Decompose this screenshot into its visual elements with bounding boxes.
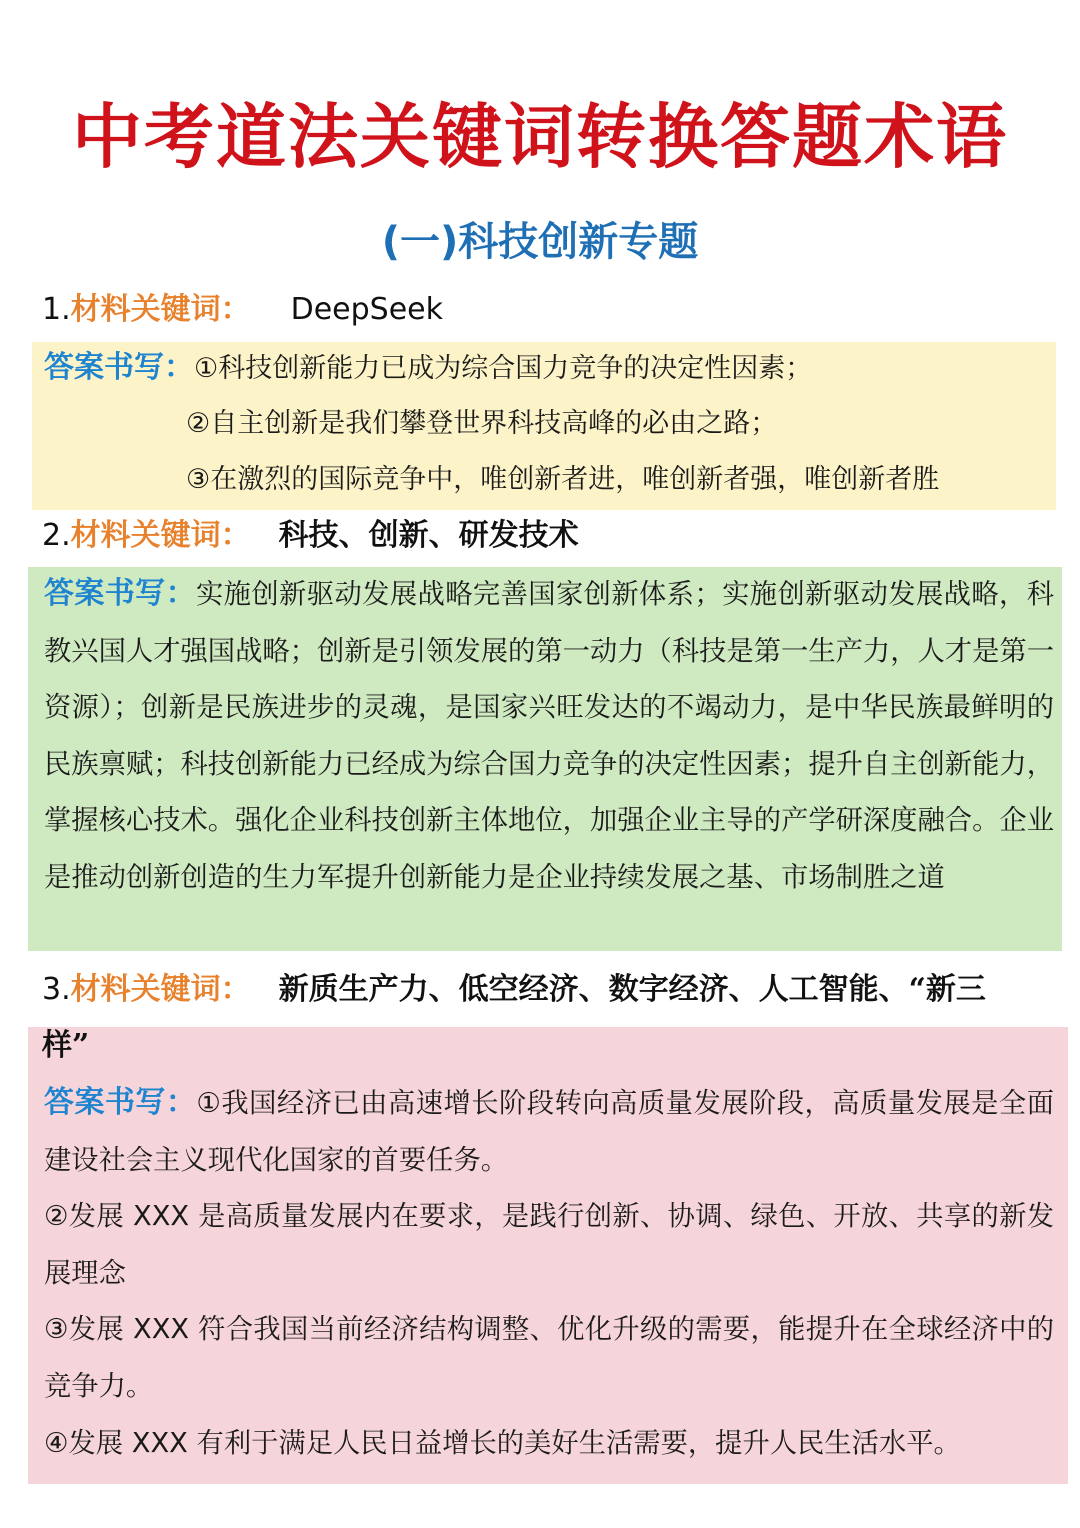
section-number: 1.	[42, 292, 71, 327]
keyword-line-3	[42, 962, 986, 1018]
keyword-value-cont: 样”	[42, 1028, 90, 1063]
answer-label: 答案书写：	[44, 1085, 197, 1120]
keyword-value: 科技、创新、研发技术	[278, 518, 579, 553]
keyword-line-1	[42, 282, 443, 338]
answer-text: 实施创新驱动发展战略完善国家创新体系；实施创新驱动发展战略，科教兴国人才强国战略；创新是引领发展的第一动力（科技是第一生产力，人才是第一资源）；创新是民族进步的灵魂，是国家兴旺发达的不竭动力，是中华民族最鲜明的民族禀赋；科技创新能力已经成为综合国力竞争的决定性因素；提升自主创新能力，掌握核心技术。强化企业科技创新主体地位，加强企业主导的产学研深度融合。企业是推动创新创造的生力军提升创新能力是企业持续发展之基、市场制胜之道	[44, 579, 1055, 893]
keyword-value: 新质生产力、低空经济、数字经济、人工智能、“新三	[278, 972, 986, 1007]
section-number: 2.	[42, 518, 71, 553]
answer-label: 答案书写：	[44, 576, 196, 611]
answer-line: ③在激烈的国际竞争中，唯创新者进，唯创新者强，唯创新者胜	[186, 464, 940, 495]
keyword-label: 材料关键词：	[70, 518, 251, 553]
page-title: 中考道法关键词转换答题术语	[72, 96, 1008, 178]
answer-line	[44, 340, 812, 397]
answer-item	[44, 1075, 1054, 1189]
answer-item: ③发展 XXX 符合我国当前经济结构调整、优化升级的需要，能提升在全球经济中的竞争力。	[44, 1314, 1054, 1402]
answer-item: ④发展 XXX 有利于满足人民日益增长的美好生活需要，提升人民生活水平。	[44, 1428, 961, 1459]
answer-text: ①我国经济已由高速增长阶段转向高质量发展阶段，高质量发展是全面建设社会主义现代化国家的首要任务。	[44, 1088, 1054, 1176]
keyword-line-3-cont	[42, 1018, 89, 1074]
answer-line: ②自主创新是我们攀登世界科技高峰的必由之路；	[186, 408, 778, 439]
answer-label: 答案书写：	[44, 350, 194, 385]
section-subtitle: (一)科技创新专题	[381, 219, 699, 265]
answer-item: ②发展 XXX 是高质量发展内在要求，是践行创新、协调、绿色、开放、共享的新发展理念	[44, 1201, 1054, 1289]
section-number: 3.	[42, 972, 71, 1007]
keyword-label: 材料关键词：	[70, 292, 251, 327]
answer-text: ①科技创新能力已成为综合国力竞争的决定性因素；	[194, 353, 813, 384]
keyword-value: DeepSeek	[290, 292, 444, 327]
keyword-label: 材料关键词：	[70, 972, 251, 1007]
answer-paragraph-2	[44, 566, 1054, 907]
keyword-line-2	[42, 508, 579, 564]
